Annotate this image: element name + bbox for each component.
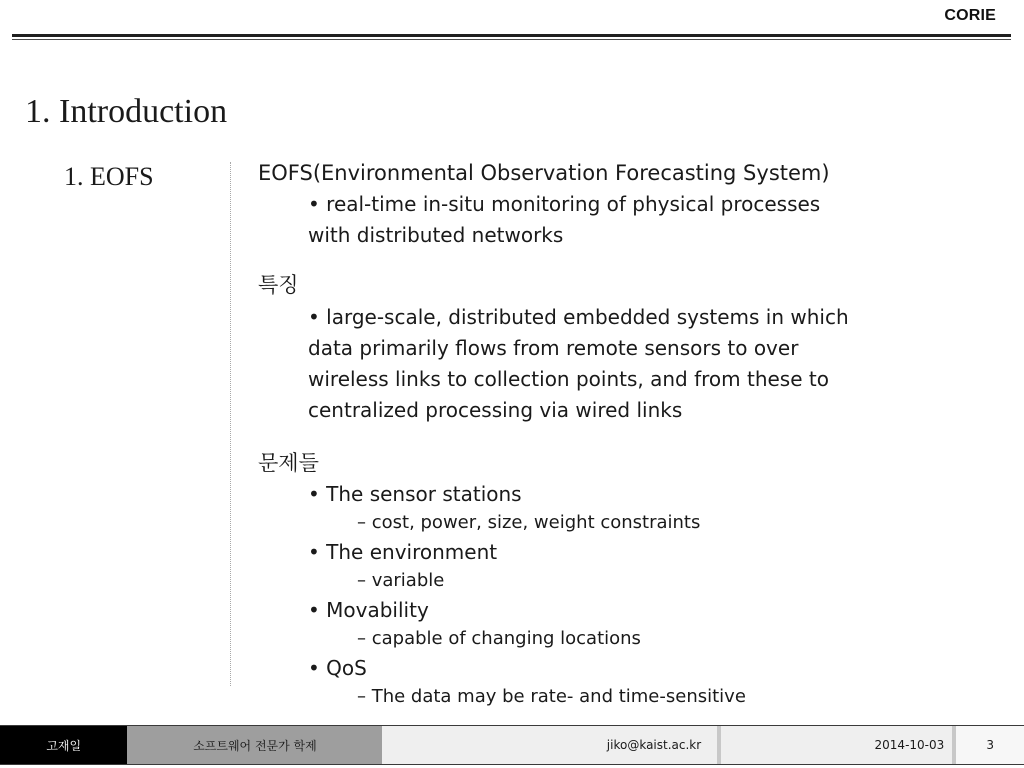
problem-item-detail: – variable xyxy=(357,570,445,591)
problem-item-detail: – The data may be rate- and time-sensitive xyxy=(357,686,746,707)
features-bullet-line-4: centralized processing via wired links xyxy=(308,398,683,422)
brand-logo-text: CORIE xyxy=(944,7,996,24)
footer-bar xyxy=(0,725,1024,765)
problem-item-label: • QoS xyxy=(308,656,367,680)
footer-email: jiko@kaist.ac.kr xyxy=(382,726,717,764)
problem-item-detail: – capable of changing locations xyxy=(357,628,641,649)
features-bullet-line-1: • large-scale, distributed embedded systems in which xyxy=(308,305,849,329)
footer-author: 고재일 xyxy=(0,726,127,764)
problem-item-detail: – cost, power, size, weight constraints xyxy=(357,512,701,533)
page-number: 3 xyxy=(956,726,1024,764)
header-rule-thin xyxy=(12,39,1011,40)
slide-title: 1. Introduction xyxy=(25,93,228,130)
features-bullet-line-3: wireless links to collection points, and from these to xyxy=(308,367,829,391)
vertical-divider xyxy=(230,162,231,686)
problem-item-label: • The environment xyxy=(308,540,498,564)
footer-date: 2014-10-03 xyxy=(721,726,952,764)
eofs-bullet-line-1: • real-time in-situ monitoring of physical processes xyxy=(308,192,821,216)
eofs-bullet-line-2: with distributed networks xyxy=(308,223,564,247)
footer-organization: 소프트웨어 전문가 학제 xyxy=(127,726,382,764)
header-rule-thick xyxy=(12,34,1011,37)
problem-item-label: • Movability xyxy=(308,598,429,622)
section-label: 1. EOFS xyxy=(64,162,154,191)
heading-problems: 문제들 xyxy=(258,451,319,475)
heading-features: 특징 xyxy=(258,273,299,297)
problem-item-label: • The sensor stations xyxy=(308,482,522,506)
features-bullet-line-2: data primarily flows from remote sensors to over xyxy=(308,336,799,360)
heading-eofs: EOFS(Environmental Observation Forecasting System) xyxy=(258,161,830,185)
